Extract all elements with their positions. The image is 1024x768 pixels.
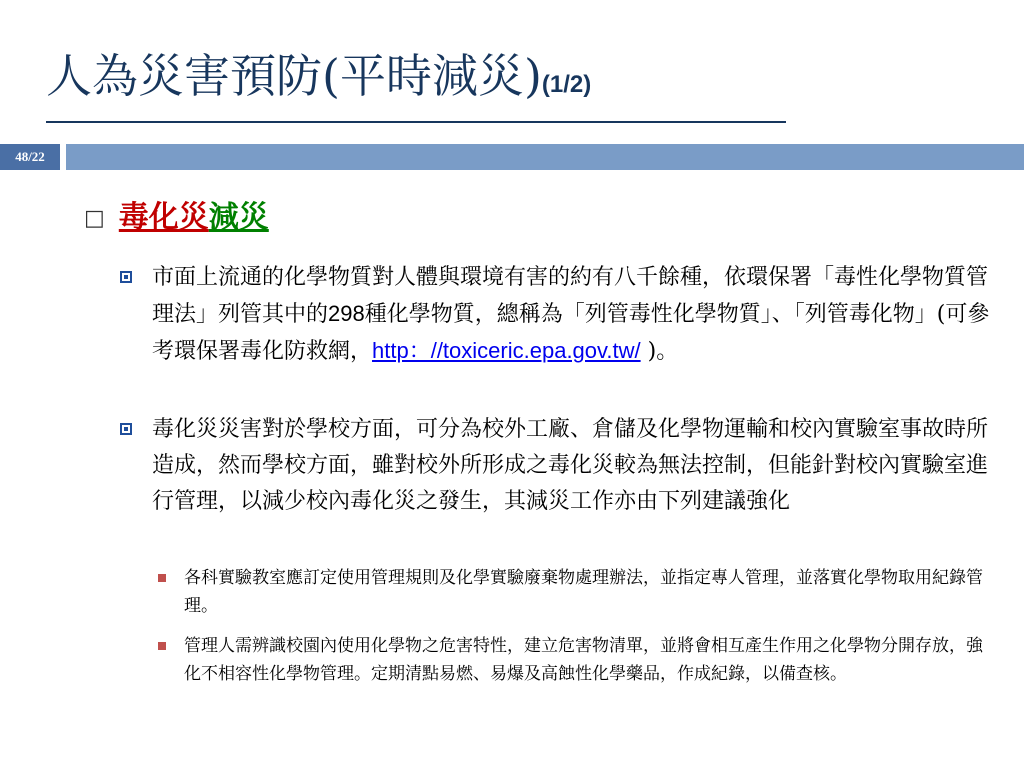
square-bullet-icon bbox=[158, 642, 166, 650]
para1-number: 298 bbox=[328, 301, 365, 326]
sub-item bbox=[158, 564, 984, 620]
heading-item bbox=[84, 196, 269, 241]
paragraph-2 bbox=[120, 412, 1002, 520]
sub-item-text: 管理人需辨識校園內使用化學物之危害特性，建立危害物清單，並將會相互產生作用之化學物分開存放，強化不相容性化學物管理。定期清點易燃、易爆及高蝕性化學藥品，作成紀錄，以備查核。 bbox=[184, 636, 983, 684]
square-bullet-icon: □ bbox=[84, 206, 105, 231]
para1-text-a: 市面上流通的化學物質對人體與環境有害的約有八千餘種，依環保署「毒性化學物質管理法」列管其中的 bbox=[152, 265, 989, 327]
para1-ref-text: 可參考環保署毒化防救網， bbox=[152, 302, 990, 364]
epa-link[interactable]: http：//toxiceric.epa.gov.tw/ bbox=[372, 338, 641, 363]
title-main: 人為災害預防(平時減災) bbox=[46, 49, 542, 103]
box-bullet-icon bbox=[120, 271, 132, 283]
paragraph-1 bbox=[120, 260, 1002, 370]
sub-item bbox=[158, 632, 984, 688]
page-number: 48/22 bbox=[0, 144, 60, 170]
header-bar bbox=[66, 144, 1024, 170]
para1-close: )。 bbox=[640, 339, 679, 364]
heading-red-text: 毒化災 bbox=[118, 200, 209, 235]
title-part: (1/2) bbox=[541, 71, 592, 98]
square-bullet-icon bbox=[158, 574, 166, 582]
para2-text: 毒化災災害對於學校方面，可分為校外工廠、倉儲及化學物運輸和校內實驗室事故時所造成，然而學校方面，雖對校外所形成之毒化災較為無法控制，但能針對校內實驗室進行管理，以減少校內毒化災之發生，其減災工作亦由下列建議強化 bbox=[152, 417, 989, 514]
box-bullet-icon bbox=[120, 423, 132, 435]
heading-green-text: 減災 bbox=[208, 200, 269, 235]
slide-title bbox=[46, 44, 786, 123]
para1-text-b: 種化學物質，總稱為「列管毒性化學物質」、「列管毒化物」 bbox=[364, 302, 937, 327]
para1-open-paren: ( bbox=[936, 302, 946, 327]
sub-item-text: 各科實驗教室應訂定使用管理規則及化學實驗廢棄物處理辦法，並指定專人管理，並落實化學物取用紀錄管理。 bbox=[184, 568, 983, 616]
